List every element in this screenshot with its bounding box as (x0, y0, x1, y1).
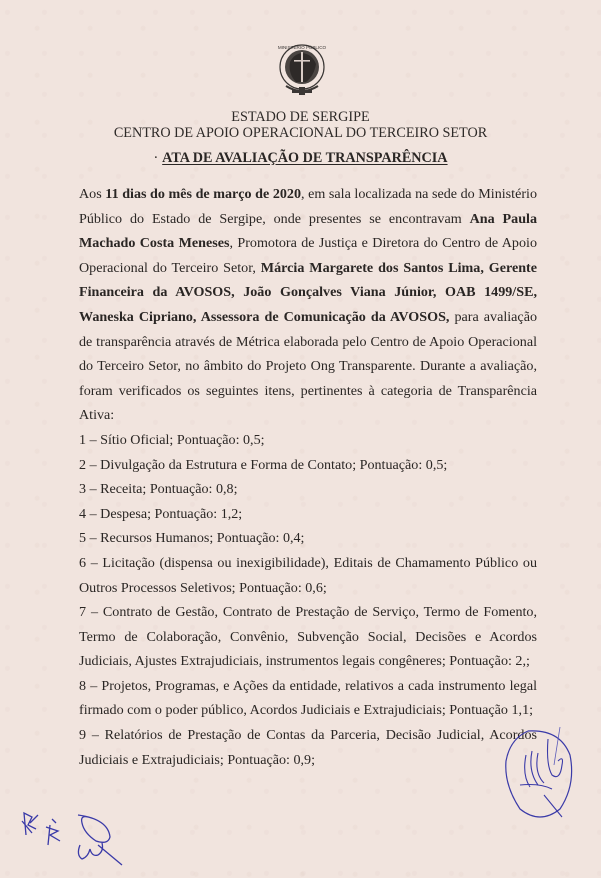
rubric-signature-icon (500, 725, 600, 835)
intro-attendees: Márcia Margarete dos Santos Lima, Gerente Financeira da AVOSOS, João Gonçalves Viana Júnior, OAB 1499/SE, Waneska Cipriano, Assessora de Comunicação da AVOSOS, (79, 259, 538, 325)
list-item: 8 – Projetos, Programas, e Ações da entidade, relativos a cada instrumento legal firmado com o poder público, Acordos Judiciais e Extrajudiciais; Pontuação 1,1; (79, 677, 537, 719)
intro-text-2: , em sala localizada na sede do Ministério Público do Estado de Sergipe, onde presentes se encontravam (79, 186, 537, 227)
list-item: 3 – Receita; Pontuação: 0,8; (79, 481, 238, 498)
document-body (79, 182, 537, 772)
list-item: 9 – Relatórios de Prestação de Contas da Parceria, Decisão Judicial, Acordos Judiciais e Extrajudiciais; Pontuação: 0,9; (79, 727, 537, 768)
intro-text-3: , Promotora de Justiça e Diretora do Centro de Apoio Operacional do Terceiro Setor, (79, 235, 537, 276)
intro-text-1: Aos (79, 186, 106, 202)
intro-promotora-name: Ana Paula Machado Costa Meneses (79, 210, 537, 252)
list-item: 2 – Divulgação da Estrutura e Forma de Contato; Pontuação: 0,5; (79, 456, 448, 473)
intro-paragraph (79, 182, 537, 428)
ministerio-publico-seal-icon (272, 40, 332, 102)
intro-date: 11 dias do mês de março de 2020 (105, 186, 302, 202)
list-item: 1 – Sítio Oficial; Pontuação: 0,5; (79, 431, 265, 448)
title-bullet: · (153, 150, 159, 166)
title-text: ATA DE AVALIAÇÃO DE TRANSPARÊNCIA (162, 150, 448, 166)
header-state: ESTADO DE SERGIPE (231, 109, 370, 125)
document-title (0, 150, 601, 167)
intro-text-4: para avaliação de transparência através de Métrica elaborada pelo Centro de Apoio Operacional do Terceiro Setor, no âmbito do Projeto Ong Transparente. Durante a avaliação, foram verificados os seguintes itens, pertinentes à categoria de Transparência Ativa: (79, 308, 537, 424)
list-item: 4 – Despesa; Pontuação: 1,2; (79, 505, 243, 522)
list-item: 6 – Licitação (dispensa ou inexigibilidade), Editais de Chamamento Público ou Outros Processos Seletivos; Pontuação: 0,6; (79, 554, 537, 596)
list-item: 5 – Recursos Humanos; Pontuação: 0,4; (79, 530, 305, 547)
initials-signature-icon (18, 805, 128, 875)
seal-text: MINISTÉRIO PÚBLICO (277, 45, 327, 50)
header-department: CENTRO DE APOIO OPERACIONAL DO TERCEIRO SETOR (113, 125, 488, 141)
list-item: 7 – Contrato de Gestão, Contrato de Prestação de Serviço, Termo de Fomento, Termo de Colaboração, Convênio, Subvenção Social, Decisões e Acordos Judiciais, Ajustes Extrajudiciais, instrumentos legais congêneres; Pontuação: 2,; (79, 604, 537, 670)
